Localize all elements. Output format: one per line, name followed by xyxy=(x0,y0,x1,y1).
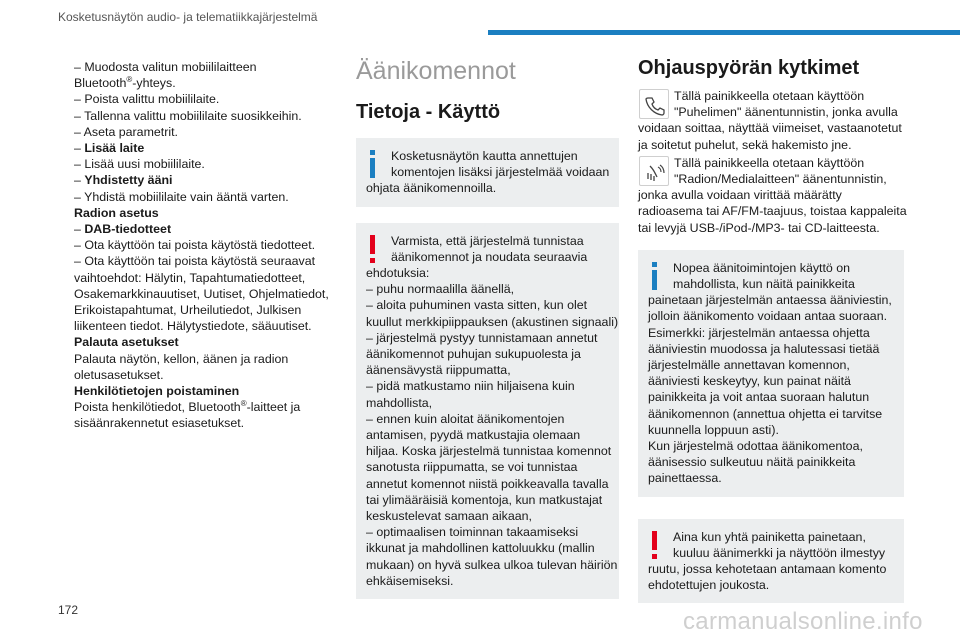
info-icon xyxy=(647,262,661,292)
warning-icon xyxy=(647,531,661,561)
registered-mark: ® xyxy=(126,75,133,85)
text-line: – Lisää laite xyxy=(74,141,145,156)
text-line: äänikomennot puhujan sukupuolesta ja xyxy=(366,347,581,362)
text-line: jolloin äänikomento voidaan antaa suoraan. xyxy=(648,309,888,324)
text-line: äänikomennot ja noudata seuraavia xyxy=(391,249,588,264)
text-line: tai levyjä USB-/iPod-/MP3- tai CD-laitteesta. xyxy=(638,220,880,235)
text-line: Kosketusnäytön kautta annettujen xyxy=(391,149,578,163)
text-line: Osakemarkkinauutiset, Uutiset, Ohjelmatiedot, xyxy=(74,286,329,301)
text-line: Henkilötietojen poistaminen xyxy=(74,384,240,399)
text-line: painettaessa. xyxy=(648,471,722,486)
text-line: komentojen lisäksi järjestelmää voidaan xyxy=(391,165,610,180)
text-line: ikkunat ja mahdollinen kattoluukku (mallin xyxy=(366,541,595,556)
text-line: Palauta asetukset xyxy=(74,335,179,350)
text-segment: -laitteet ja xyxy=(246,400,301,415)
text-line: tai ylimääräisiä komentoja, kun matkustajat xyxy=(366,492,603,507)
text-line: jonka avulla voidaan virittää määrätty xyxy=(638,188,842,203)
text-line: ehkäisemiseksi. xyxy=(366,573,454,588)
text-segment: Poista henkilötiedot, Bluetooth xyxy=(74,400,241,415)
text-line: – järjestelmä pystyy tunnistamaan annetut xyxy=(366,330,598,345)
text-line: – Aseta parametrit. xyxy=(74,124,178,139)
text-line: painetaan järjestelmän antaessa ääniviestin, xyxy=(648,293,892,308)
text-line: Palauta näytön, kellon, äänen ja radion xyxy=(74,351,289,366)
text-line: vaihtoehdot: Hälytin, Tapahtumatiedotteet, xyxy=(74,270,306,285)
warning-note-box xyxy=(356,223,619,599)
text-line: ehdotettujen joukosta. xyxy=(648,578,770,593)
text-line: – Yhdistetty ääni xyxy=(74,173,173,188)
text-line: järjestelmälle annettavan komennon, xyxy=(648,358,850,373)
bold-term: DAB-tiedotteet xyxy=(84,222,172,237)
text-line: äänensävystä riippumatta, xyxy=(366,363,511,378)
text-line: ja soitetut puhelut, sekä hakemisto jne. xyxy=(638,137,852,152)
text-segment: Bluetooth xyxy=(74,76,127,91)
running-header: Kosketusnäytön audio- ja telematiikkajärjestelmä xyxy=(58,10,318,24)
text-line: liikenteen tiedot. Hälytystiedote, sääuutiset. xyxy=(74,319,312,334)
text-line: ohjata äänikomennoilla. xyxy=(366,181,497,196)
text-line: Kun järjestelmä odottaa äänikomentoa, xyxy=(648,439,863,454)
text-line: – Ota käyttöön tai poista käytöstä seuraavat xyxy=(74,254,316,269)
bold-term: Lisää laite xyxy=(84,141,145,156)
text-line: hiljaa. Koska järjestelmä tunnistaa komennot xyxy=(366,444,612,459)
text-line: Esimerkki: järjestelmän antaessa ohjetta xyxy=(648,325,870,340)
text-line: – optimaalisen toiminnan takaamiseksi xyxy=(366,525,579,540)
text-line: – aloita puhuminen vasta sitten, kun olet xyxy=(366,298,588,313)
voice-button-description xyxy=(638,155,907,236)
text-line: äänikomennon (annettua ohjetta ei tarvitse xyxy=(648,406,883,421)
text-line: kuullut merkkipiippauksen (akustinen signaali) xyxy=(366,314,619,329)
column-right xyxy=(638,56,907,603)
bold-term: Yhdistetty ääni xyxy=(84,173,173,188)
warning-note-box-beep xyxy=(638,519,904,604)
column-middle xyxy=(356,56,619,599)
text-line: mukaan) on hyvä sulkea ulkoa tulevan häiriön xyxy=(366,557,618,572)
text-line: ääniviesti keskeytyy, kun painat näitä xyxy=(648,374,851,389)
text-line: "Radion/Medialaitteen" äänentunnistin, xyxy=(674,172,887,187)
page-number: 172 xyxy=(58,603,79,617)
voice-command-icon xyxy=(639,156,669,186)
text-line: – DAB-tiedotteet xyxy=(74,222,172,237)
watermark: carmanualsonline.info xyxy=(683,608,923,635)
text-line: annetut komennot niistä poikkeavalla tavalla xyxy=(366,476,609,491)
text-line: "Puhelimen" äänentunnistin, jonka avulla xyxy=(674,105,898,120)
text-line: – Poista valittu mobiililaite. xyxy=(74,92,220,107)
text-line: – Muodosta valitun mobiililaitteen xyxy=(74,60,257,74)
text-line: Aina kun yhtä painiketta painetaan, xyxy=(673,529,866,544)
info-icon xyxy=(365,150,379,180)
text-line: Tällä painikkeella otetaan käyttöön xyxy=(674,155,865,170)
text-line: Tällä painikkeella otetaan käyttöön xyxy=(674,89,865,103)
column-left xyxy=(74,59,340,432)
text-line: – Tallenna valittu mobiililaite suosikkeihin. xyxy=(74,108,302,123)
text-line: Nopea äänitoimintojen käyttö on xyxy=(673,260,851,275)
text-line: sisäänrakennetut esiasetukset. xyxy=(74,416,245,431)
text-line: – Yhdistä mobiililaite vain ääntä varten. xyxy=(74,189,289,204)
phone-button-description xyxy=(638,88,904,153)
text-line: Erikoistapahtumat, Urheilutiedot, Julkisen xyxy=(74,303,302,318)
text-line: Radion asetus xyxy=(74,205,159,220)
text-line: – pidä matkustamo niin hiljaisena kuin xyxy=(366,379,575,394)
text-line xyxy=(74,75,340,91)
text-line: radioasema tai AF/FM-taajuus, toistaa kappaleita xyxy=(638,204,907,219)
text-line: mahdollista, xyxy=(366,395,433,410)
text-segment: -yhteys. xyxy=(132,76,176,91)
text-line: oletusasetukset. xyxy=(74,367,164,382)
info-note-box-quick-access xyxy=(638,250,904,497)
section-title-steering-wheel-switches: Ohjauspyörän kytkimet xyxy=(638,57,860,79)
text-line: voidaan soittaa, näyttää viimeiset, vastaanotetut xyxy=(638,121,902,136)
phone-icon xyxy=(639,89,669,119)
text-line: – Lisää uusi mobiililaite. xyxy=(74,157,205,172)
section-title-voice-commands: Äänikomennot xyxy=(356,57,516,85)
text-line: – ennen kuin aloitat äänikomentojen xyxy=(366,411,565,426)
text-line: – puhu normaalilla äänellä, xyxy=(366,282,515,297)
registered-mark: ® xyxy=(240,399,247,409)
text-line: sanotusta riippumatta, se voi tunnistaa xyxy=(366,460,578,475)
info-note-box xyxy=(356,138,619,207)
text-line: keskustelevat samaan aikaan, xyxy=(366,509,532,524)
section-subtitle-info-usage: Tietoja - Käyttö xyxy=(356,101,501,123)
text-line: mahdollista, kun näitä painikkeita xyxy=(673,277,855,292)
text-line: painikkeita ja voit antaa suoraan halutun xyxy=(648,390,870,405)
text-line: kuuluu äänimerkki ja näyttöön ilmestyy xyxy=(673,545,886,560)
text-line: – Ota käyttöön tai poista käytöstä tiedotteet. xyxy=(74,238,316,253)
text-line: ääniviestin muodossa ja halutessasi tietää xyxy=(648,341,880,356)
text-line: ehdotuksia: xyxy=(366,266,430,281)
text-line: ruutu, jossa kehotetaan antamaan komento xyxy=(648,562,887,577)
text-line: antamisen, pyydä matkustajia olemaan xyxy=(366,428,581,443)
header-accent-bar xyxy=(488,30,960,35)
text-line xyxy=(74,399,340,415)
text-line: äänisessio sulkeutuu näitä painikkeita xyxy=(648,455,856,470)
warning-icon xyxy=(365,235,379,265)
text-line: Varmista, että järjestelmä tunnistaa xyxy=(391,233,584,248)
text-line: kuunnella loppuun asti). xyxy=(648,422,779,437)
